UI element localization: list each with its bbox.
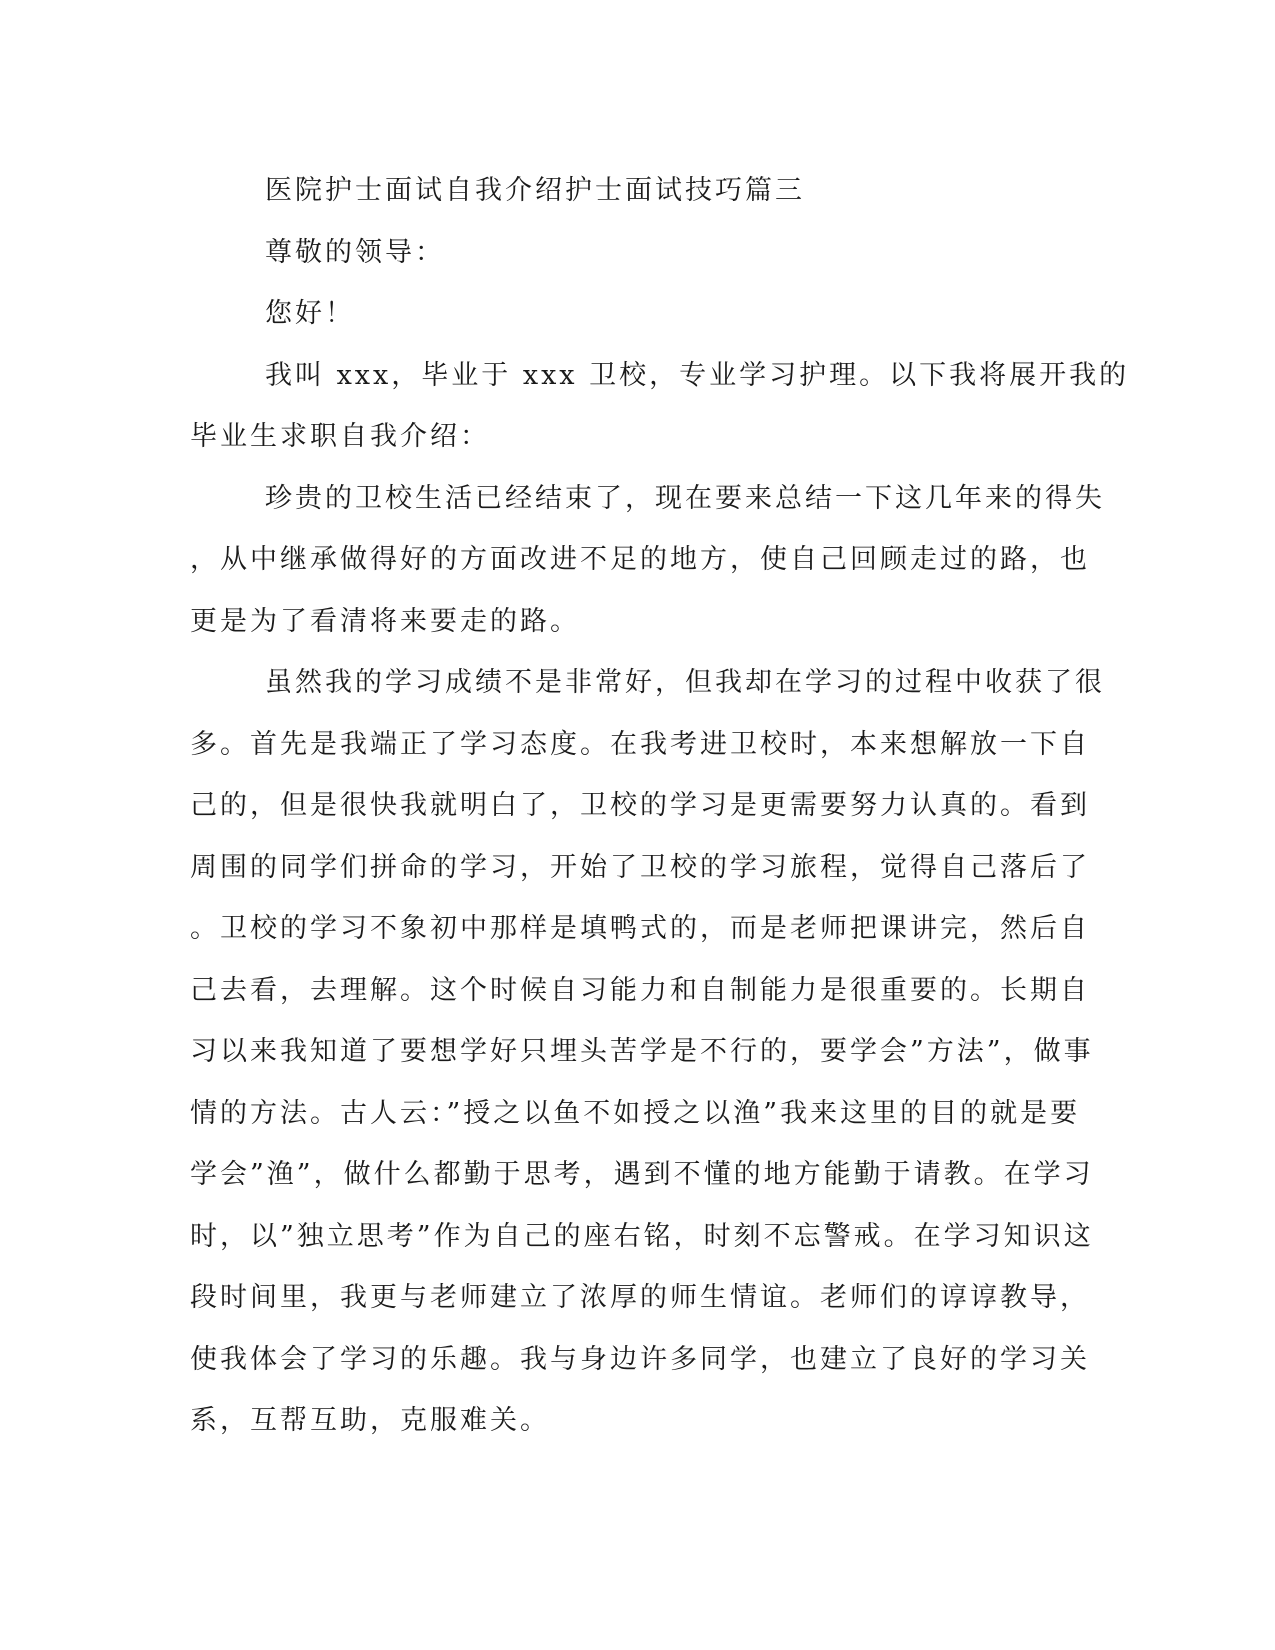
paragraph-3-line: 周围的同学们拼命的学习，开始了卫校的学习旅程，觉得自己落后了 <box>190 851 1090 883</box>
paragraph-3-line: 系，互帮互助，克服难关。 <box>190 1405 550 1436</box>
paragraph-3-line: 时，以”独立思考”作为自己的座右铭，时刻不忘警戒。在学习知识这 <box>190 1220 1094 1252</box>
paragraph-3-line: 习以来我知道了要想学好只埋头苦学是不行的，要学会”方法”，做事 <box>190 1036 1094 1067</box>
document-title: 医院护士面试自我介绍护士面试技巧篇三 <box>265 175 805 206</box>
paragraph-3-line: 段时间里，我更与老师建立了浓厚的师生情谊。老师们的谆谆教导， <box>190 1282 1090 1313</box>
greeting: 您好！ <box>265 298 355 329</box>
paragraph-3-line: 学会”渔”，做什么都勤于思考，遇到不懂的地方能勤于请教。在学习 <box>190 1159 1094 1190</box>
paragraph-2-line: ，从中继承做得好的方面改进不足的地方，使自己回顾走过的路，也 <box>190 544 1090 575</box>
paragraph-1-line: 我叫 xxx，毕业于 xxx 卫校，专业学习护理。以下我将展开我的 <box>265 359 1130 391</box>
paragraph-2-line: 珍贵的卫校生活已经结束了，现在要来总结一下这几年来的得失 <box>265 482 1105 514</box>
document-body <box>190 160 1130 1452</box>
paragraph-1-line: 毕业生求职自我介绍： <box>190 421 490 452</box>
paragraph-3-line: 情的方法。古人云：”授之以鱼不如授之以渔”我来这里的目的就是要 <box>190 1097 1081 1129</box>
paragraph-3-line: 己的，但是很快我就明白了，卫校的学习是更需要努力认真的。看到 <box>190 790 1090 821</box>
paragraph-3-line: 。卫校的学习不象初中那样是填鸭式的，而是老师把课讲完，然后自 <box>190 913 1090 944</box>
paragraph-3-line: 虽然我的学习成绩不是非常好，但我却在学习的过程中收获了很 <box>265 667 1105 698</box>
paragraph-3-line: 己去看，去理解。这个时候自习能力和自制能力是很重要的。长期自 <box>190 974 1090 1006</box>
paragraph-3-line: 使我体会了学习的乐趣。我与身边许多同学，也建立了良好的学习关 <box>190 1343 1090 1375</box>
paragraph-2-line: 更是为了看清将来要走的路。 <box>190 605 580 637</box>
salutation: 尊敬的领导： <box>265 236 445 268</box>
paragraph-3-line: 多。首先是我端正了学习态度。在我考进卫校时，本来想解放一下自 <box>190 728 1090 760</box>
